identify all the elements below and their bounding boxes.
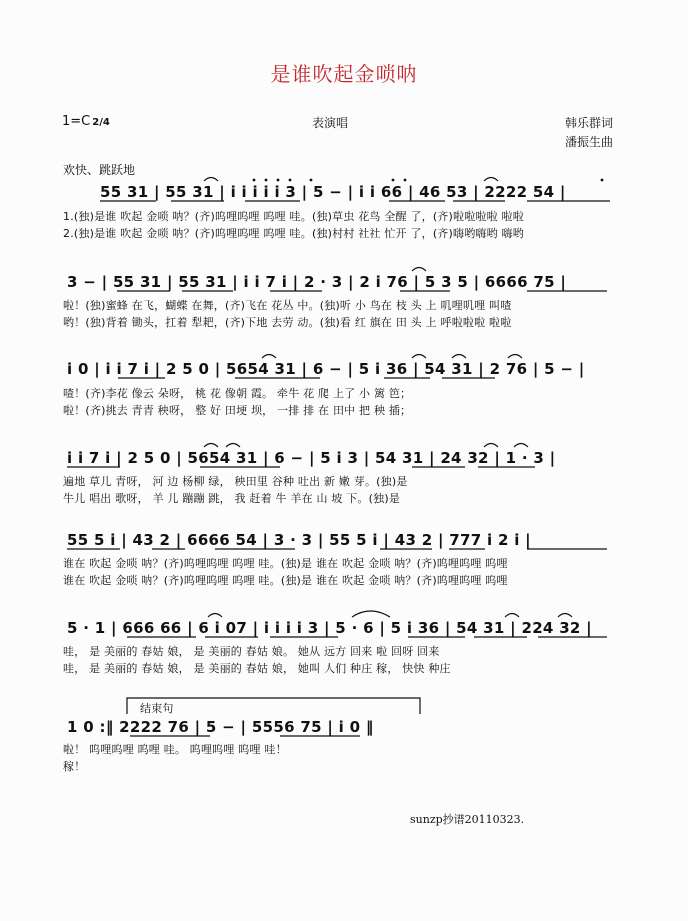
- notation-line-7: 1 0 :‖ 2222 76 | 5 − | 5556 75 | i 0 ‖: [67, 718, 374, 736]
- key-label: 1=C: [62, 114, 91, 129]
- lyric-line-5a: 谁在 吹起 金唢 呐？(齐)呜哩呜哩 呜哩 哇。(独)是 谁在 吹起 金唢 呐？(齐)呜哩呜哩 呜哩: [63, 557, 508, 570]
- notation-line-3: i 0 | i i 7 i | 2 5 0 | 5654 31 | 6 − | 5 i 36 | 54 31 | 2 76 | 5 − |: [67, 360, 585, 378]
- lyric-line-3a: 喳！(齐)李花 像云 朵呀， 桃 花 像朝 霞。 牵牛 花 爬 上了 小 篱 笆；: [63, 387, 412, 400]
- lyric-line-6a: 哇， 是 美丽的 春姑 娘， 是 美丽的 春姑 娘。 她从 远方 回来 啦 回呀 回来: [63, 645, 440, 658]
- lyric-line-2b: 哟！(独)背着 锄头，扛着 犁耙，(齐)下地 去劳 动。(独)看 红 旗在 田 头 上 呼啦啦啦 啦啦: [63, 316, 512, 329]
- notation-line-5: 55 5 i | 43 2 | 6666 54 | 3 · 3 | 55 5 i | 43 2 | 777 i 2 i |: [67, 531, 531, 549]
- notation-line-4: i i 7 i | 2 5 0 | 5654 31 | 6 − | 5 i 3 | 54 31 | 24 32 | 1 · 3 |: [67, 449, 556, 467]
- notation-line-1: 55 31 | 55 31 | i i i i i 3 | 5 − | i i 66 | 46 53 | 2222 54 |: [100, 183, 566, 201]
- octave-dots: [253, 179, 604, 182]
- ending-label: 结束句: [140, 702, 174, 715]
- lyric-line-4a: 遍地 草儿 青呀， 河 边 杨柳 绿， 秧田里 谷种 吐出 新 嫩 芽。(独)是: [63, 475, 408, 488]
- lyric-line-3b: 啦！(齐)挑去 青青 秧呀， 整 好 田埂 坝， 一排 排 在 田中 把 秧 插；: [63, 404, 412, 417]
- page-title: 是谁吹起金唢呐: [270, 62, 418, 86]
- notation-line-6: 5 · 1 | 666 66 | 6 i 07 | i i i i 3 | 5 · 6 | 5 i 36 | 54 31 | 224 32 |: [67, 619, 592, 637]
- composer: 潘振生曲: [565, 135, 614, 149]
- lyric-line-7a: 啦！ 呜哩呜哩 呜哩 哇。 呜哩呜哩 呜哩 哇！: [63, 743, 287, 756]
- performance-form: 表演唱: [312, 116, 349, 130]
- lyric-line-2a: 啦！(独)蜜蜂 在飞，蝴蝶 在舞，(齐)飞在 花丛 中。(独)听 小 鸟在 枝 头 上 叽哩叽哩 叫喳: [63, 299, 512, 312]
- tempo-marking: 欢快、跳跃地: [63, 163, 136, 177]
- lyricist: 韩乐群词: [565, 116, 614, 130]
- lyric-line-6b: 哇， 是 美丽的 春姑 娘， 是 美丽的 春姑 娘， 她叫 人们 种庄 稼， 快快 种庄: [63, 662, 451, 675]
- lyric-line-1b: 2.(独)是谁 吹起 金唢 呐？(齐)呜哩呜哩 呜哩 哇。(独)村村 社社 忙开 了，(齐)嗨哟嗨哟 嗨哟: [63, 227, 524, 240]
- lyric-line-5b: 谁在 吹起 金唢 呐？(齐)呜哩呜哩 呜哩 哇。(独)是 谁在 吹起 金唢 呐？(齐)呜哩呜哩 呜哩: [63, 574, 508, 587]
- lyric-line-1a: 1.(独)是谁 吹起 金唢 呐？(齐)呜哩呜哩 呜哩 哇。(独)草虫 花鸟 全醒 了，(齐)啦啦啦啦 啦啦: [63, 210, 524, 223]
- slurs: [204, 178, 572, 618]
- notation-line-2: 3 − | 55 31 | 55 31 | i i 7 i | 2 · 3 | 2 i 76 | 5 3 5 | 6666 75 |: [67, 273, 567, 291]
- lyric-line-7b: 稼！: [63, 760, 86, 773]
- lyric-line-4b: 牛儿 唱出 歌呀， 羊 儿 蹦蹦 跳， 我 赶着 牛 羊在 山 坡 下。(独)是: [63, 492, 401, 505]
- transcriber-signature: sunzp抄谱20110323.: [410, 813, 525, 826]
- ending-bracket: [127, 698, 420, 714]
- time-signature: 2/4: [92, 117, 110, 128]
